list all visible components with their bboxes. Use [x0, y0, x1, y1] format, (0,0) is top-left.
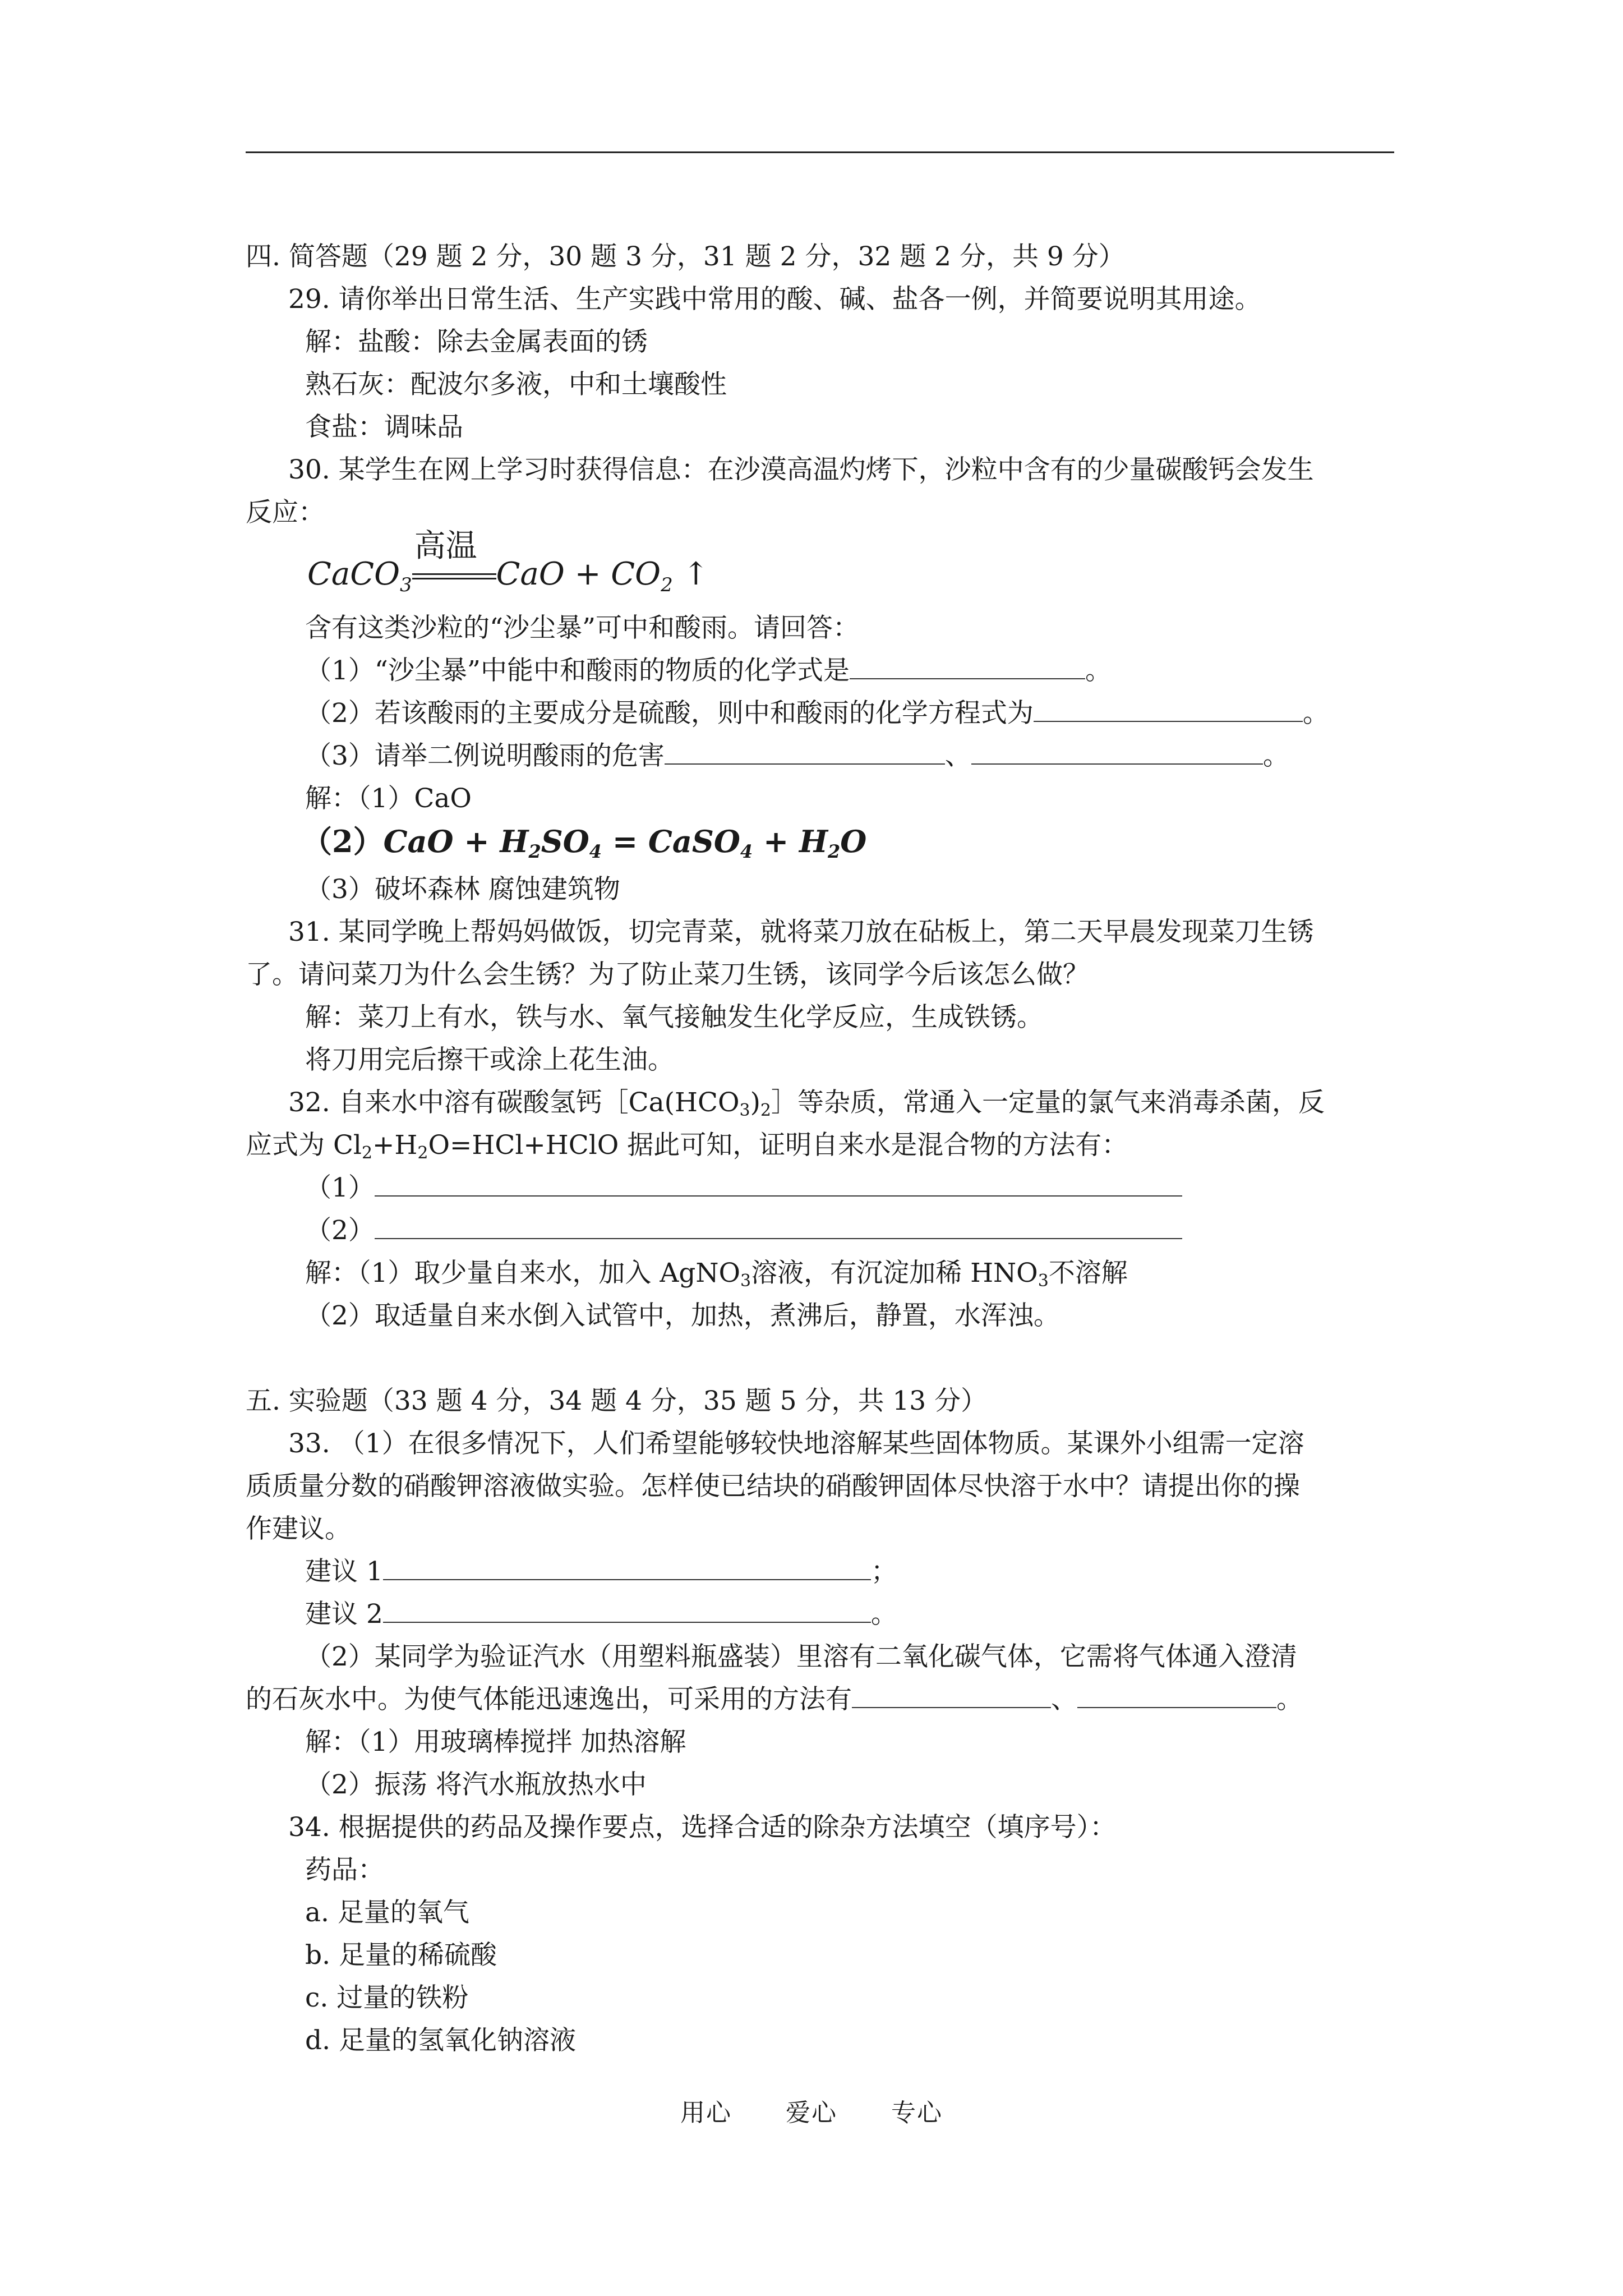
q31-line-1: 31. 某同学晚上帮妈妈做饭，切完青菜，就将菜刀放在砧板上，第二天早晨发现菜刀生锈 — [288, 917, 1314, 947]
section-5-title: 五. 实验题（33 题 4 分，34 题 4 分，35 题 5 分，共 13 分） — [246, 1386, 988, 1416]
q30-line-2: 反应： — [246, 497, 325, 528]
answer-blank[interactable] — [383, 1595, 871, 1623]
footer-text: 专心 — [891, 2099, 943, 2127]
q31-line-2: 了。请问菜刀为什么会生锈？为了防止菜刀生锈，该同学今后该怎么做？ — [246, 959, 1089, 990]
q33-answer-1: 解：（1）用玻璃棒搅拌 加热溶解 — [305, 1727, 686, 1757]
q30-answer-1: 解：（1）CaO — [305, 783, 472, 814]
q34-text: 34. 根据提供的药品及操作要点，选择合适的除杂方法填空（填序号）： — [288, 1812, 1117, 1843]
answer-blank[interactable] — [665, 737, 945, 765]
q33-answer-2: （2）振荡 将汽水瓶放热水中 — [305, 1769, 647, 1800]
section-4-title: 四. 简答题（29 题 2 分，30 题 3 分，31 题 2 分，32 题 2 分，共 9 分） — [246, 241, 1125, 272]
page-footer — [0, 2092, 1623, 2128]
q32-blank-1: （1） — [246, 1167, 1412, 1209]
footer-text: 爱心 — [786, 2099, 837, 2127]
answer-blank[interactable] — [971, 737, 1263, 765]
reaction-arrow — [412, 527, 496, 588]
reagent-item-d: d. 足量的氢氧化钠溶液 — [305, 2025, 576, 2056]
q30-equation — [246, 527, 1412, 607]
neutralization-equation: （2）CaO + H2SO4 = CaSO4 + H2O — [302, 823, 867, 862]
q32-blank-2: （2） — [246, 1209, 1412, 1252]
q33-line-1: 33. （1）在很多情况下，人们希望能够较快地溶解某些固体物质。某课外小组需一定溶 — [288, 1428, 1304, 1459]
q30-part-1: （1）“沙尘暴”中能中和酸雨的物质的化学式是 。 — [246, 650, 1412, 692]
q33-part-2-line-2: 的石灰水中。为使气体能迅速逸出，可采用的方法有 、 。 — [246, 1678, 1412, 1721]
q32-line-1: 32. 自来水中溶有碳酸氢钙$[Ca(HCO_3)_2]$等杂质，常通入一定量的氯气来消毒杀菌，反 — [288, 1087, 1325, 1120]
q32-answer-1: 解：（1）取少量自来水，加入 AgNO$_3$溶液，有沉淀加稀 $HNO_3$不溶解 — [305, 1258, 1128, 1291]
q34-reagents-label: 药品： — [305, 1855, 384, 1885]
answer-blank[interactable] — [375, 1211, 1182, 1239]
reaction-condition: 高温 — [414, 527, 477, 564]
q33-part-2-line-1: （2）某同学为验证汽水（用塑料瓶盛装）里溶有二氧化碳气体，它需将气体通入澄清 — [305, 1641, 1297, 1672]
q33-suggestion-1: 建议 1 ； — [246, 1550, 1412, 1593]
reagent-item-a: a. 足量的氧气 — [305, 1897, 469, 1928]
q29-text: 29. 请你举出日常生活、生产实践中常用的酸、碱、盐各一例，并简要说明其用途。 — [288, 284, 1261, 315]
q31-answer-1: 解：菜刀上有水，铁与水、氧气接触发生化学反应，生成铁锈。 — [305, 1002, 1043, 1033]
answer-blank[interactable] — [375, 1168, 1182, 1197]
answer-blank[interactable] — [1034, 694, 1303, 722]
reagent-item-c: c. 过量的铁粉 — [305, 1982, 469, 2013]
q33-line-3: 作建议。 — [246, 1513, 351, 1544]
q29-answer-2: 熟石灰：配波尔多液，中和土壤酸性 — [305, 369, 727, 400]
reagent-item-b: b. 足量的稀硫酸 — [305, 1940, 497, 1971]
q30-part-2: （2）若该酸雨的主要成分是硫酸，则中和酸雨的化学方程式为 。 — [246, 692, 1412, 735]
answer-blank[interactable] — [850, 651, 1085, 679]
gas-up-arrow-icon: ↑ — [683, 556, 709, 592]
q30-answer-3: （3）破坏森林 腐蚀建筑物 — [305, 874, 620, 905]
q29-answer-3: 食盐：调味品 — [305, 412, 463, 443]
header-rule — [246, 151, 1394, 153]
caco3-decomposition-equation: CaCO$_3$ 高温 CaO + $CO_2$ ↑ — [307, 553, 709, 606]
q30-intro: 含有这类沙粒的“沙尘暴”可中和酸雨。请回答： — [305, 613, 860, 643]
q30-answer-2 — [246, 820, 1412, 868]
q31-answer-2: 将刀用完后擦干或涂上花生油。 — [305, 1045, 674, 1075]
answer-blank[interactable] — [1077, 1680, 1276, 1708]
q33-suggestion-2: 建议 2 。 — [246, 1593, 1412, 1636]
q30-part-3: （3）请举二例说明酸雨的危害 、 。 — [246, 735, 1412, 777]
q30-line-1: 30. 某学生在网上学习时获得信息：在沙漠高温灼烤下，沙粒中含有的少量碳酸钙会发生 — [288, 454, 1314, 485]
footer-text: 用心 — [680, 2099, 732, 2127]
q32-line-2: 应式为 $Cl_2+H_2O=HCl+HClO$ 据此可知，证明自来水是混合物的方法有： — [246, 1130, 1128, 1163]
answer-blank[interactable] — [852, 1680, 1051, 1708]
answer-blank[interactable] — [383, 1552, 871, 1580]
q33-line-2: 质质量分数的硝酸钾溶液做实验。怎样使已结块的硝酸钾固体尽快溶于水中？请提出你的操 — [246, 1471, 1300, 1502]
document-body — [246, 236, 1412, 2062]
q32-answer-2: （2）取适量自来水倒入试管中，加热，煮沸后，静置，水浑浊。 — [305, 1300, 1060, 1331]
q29-answer-1: 解：盐酸：除去金属表面的锈 — [305, 326, 648, 357]
